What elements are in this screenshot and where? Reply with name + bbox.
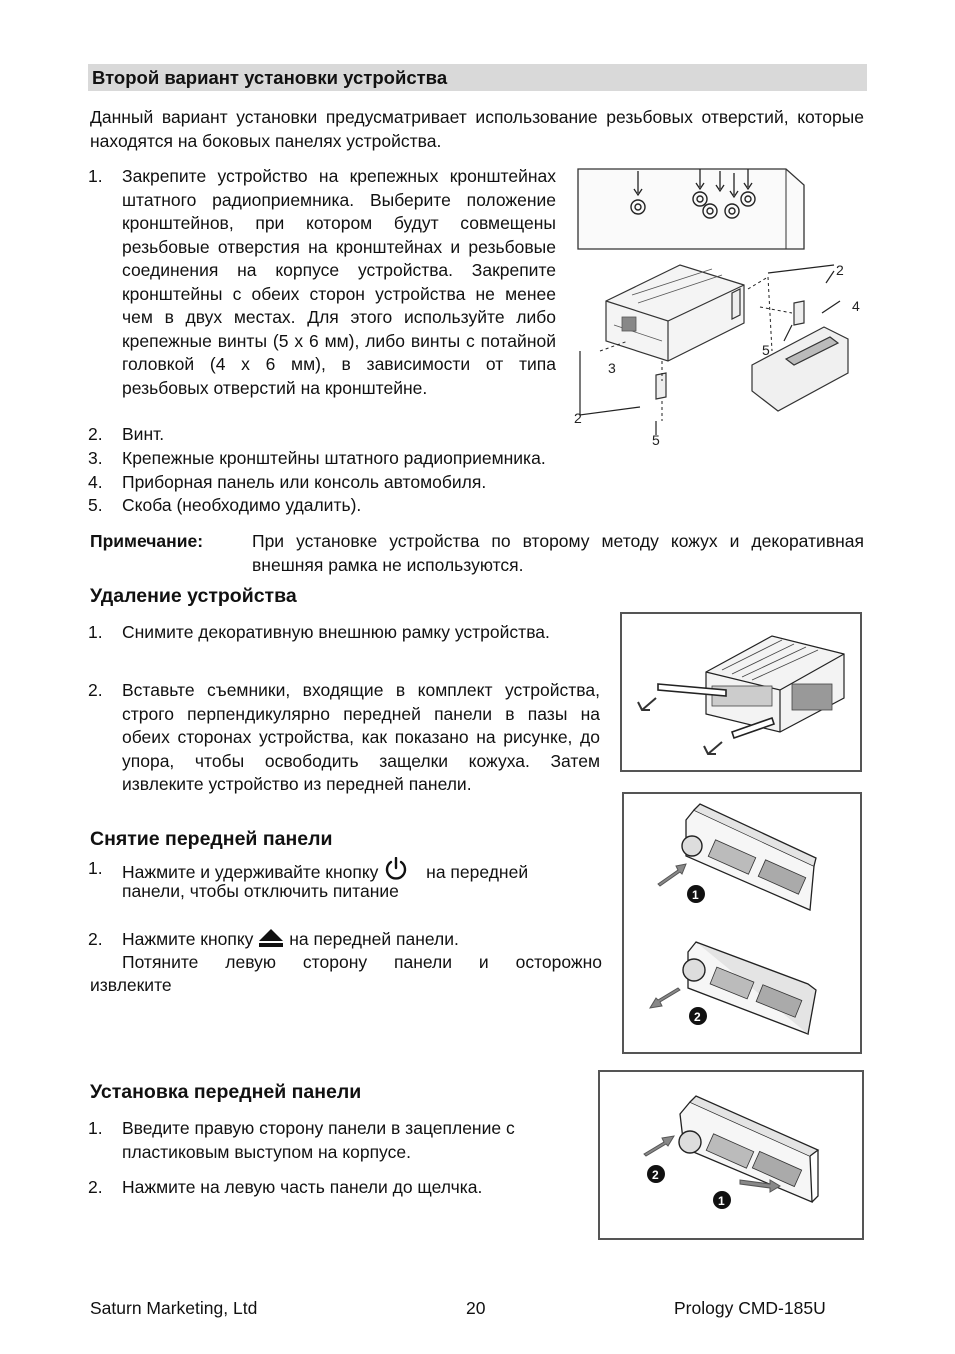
diagram-label: 5 [652,432,660,448]
list-item: Скоба (необходимо удалить). [122,495,362,515]
panel-install-figure-frame [598,1070,864,1240]
list-number: 1. [88,166,103,186]
section-heading: Удаление устройства [90,585,297,607]
list-number: 2. [88,1177,103,1197]
list-number: 5. [88,495,103,515]
page-number: 20 [466,1298,486,1318]
list-number: 2. [88,680,103,700]
diagram-label: 4 [852,298,860,314]
item-text: на передней панели. [289,929,459,949]
list-number: 1. [88,858,103,878]
intro-paragraph: Данный вариант установки предусматривает использование резьбовых отверстий, которые находятся на боковых панелях устройства. [90,107,864,151]
list-number: 3. [88,448,103,468]
list-item: Крепежные кронштейны штатного радиоприемника. [122,448,546,468]
diagram-label: 5 [762,342,770,358]
eject-icon [258,928,284,948]
list-item-line: панели, чтобы отключить питание [122,881,399,901]
section-title-banner [88,64,867,91]
section-title: Второй вариант установки устройства [92,67,448,88]
note-label: Примечание: [90,531,204,551]
list-item [122,928,602,952]
item-text: на передней [426,862,529,882]
list-item: Винт. [122,424,165,444]
step-label: 2 [694,1010,701,1024]
list-item-line: извлеките [90,975,172,995]
diagram-label: 3 [608,360,616,376]
list-item: Приборная панель или консоль автомобиля. [122,472,487,492]
note-text: При установке устройства по второму методу кожух и декоративная внешняя рамка не используются. [252,531,864,575]
section-heading: Снятие передней панели [90,828,333,850]
power-icon [383,857,409,881]
list-item: Вставьте съемники, входящие в комплект устройства, строго перпендикулярно передней панели в пазы на обеих сторонах устройства, как показано на рисунке, до упора, чтобы освободить защелки кожуха. Затем извлеките устройство из передней панели. [122,680,600,794]
footer-model: Prology CMD-185U [674,1298,826,1318]
section-heading: Установка передней панели [90,1081,362,1103]
panel-removal-figure-frame [622,792,862,1054]
list-item: Закрепите устройство на крепежных кронштейнах штатного радиоприемника. Выберите положение кронштейнов, при котором будут совмещены резьбовые отверстия на кронштейнах и резьбовые соединения на корпусе устройства. Закрепите кронштейны с обеих сторон устройства не менее чем в двух местах. Для этого используйте либо крепежные винты (5 x 6 мм), либо винты с потайной головкой (4 x 6 мм), в зависимости от типа резьбовых отверстий на кронштейне. [122,166,556,398]
panel-install-diagram [600,1072,862,1238]
list-number: 1. [88,622,103,642]
step-label: 2 [652,1168,659,1182]
installation-diagram [572,165,866,450]
step-label: 1 [718,1194,725,1208]
removal-figure-frame [620,612,862,772]
step-label: 1 [692,888,699,902]
list-item: Введите правую сторону панели в зацепление с пластиковым выступом на корпусе. [122,1118,515,1162]
removal-diagram [622,614,860,770]
panel-removal-diagram [624,794,860,1052]
list-number: 1. [88,1118,103,1138]
item-text: Нажмите и удерживайте кнопку [122,862,379,882]
footer-company: Saturn Marketing, Ltd [90,1298,258,1318]
list-number: 2. [88,424,103,444]
diagram-label: 2 [574,410,582,426]
list-item: Снимите декоративную внешнюю рамку устройства. [122,622,550,642]
list-item: Нажмите на левую часть панели до щелчка. [122,1177,483,1197]
list-item-line: Потяните левую сторону панели и осторожно [122,952,602,972]
item-text: Нажмите кнопку [122,929,254,949]
diagram-label: 2 [836,262,844,278]
list-number: 4. [88,472,103,492]
list-number: 2. [88,929,103,949]
